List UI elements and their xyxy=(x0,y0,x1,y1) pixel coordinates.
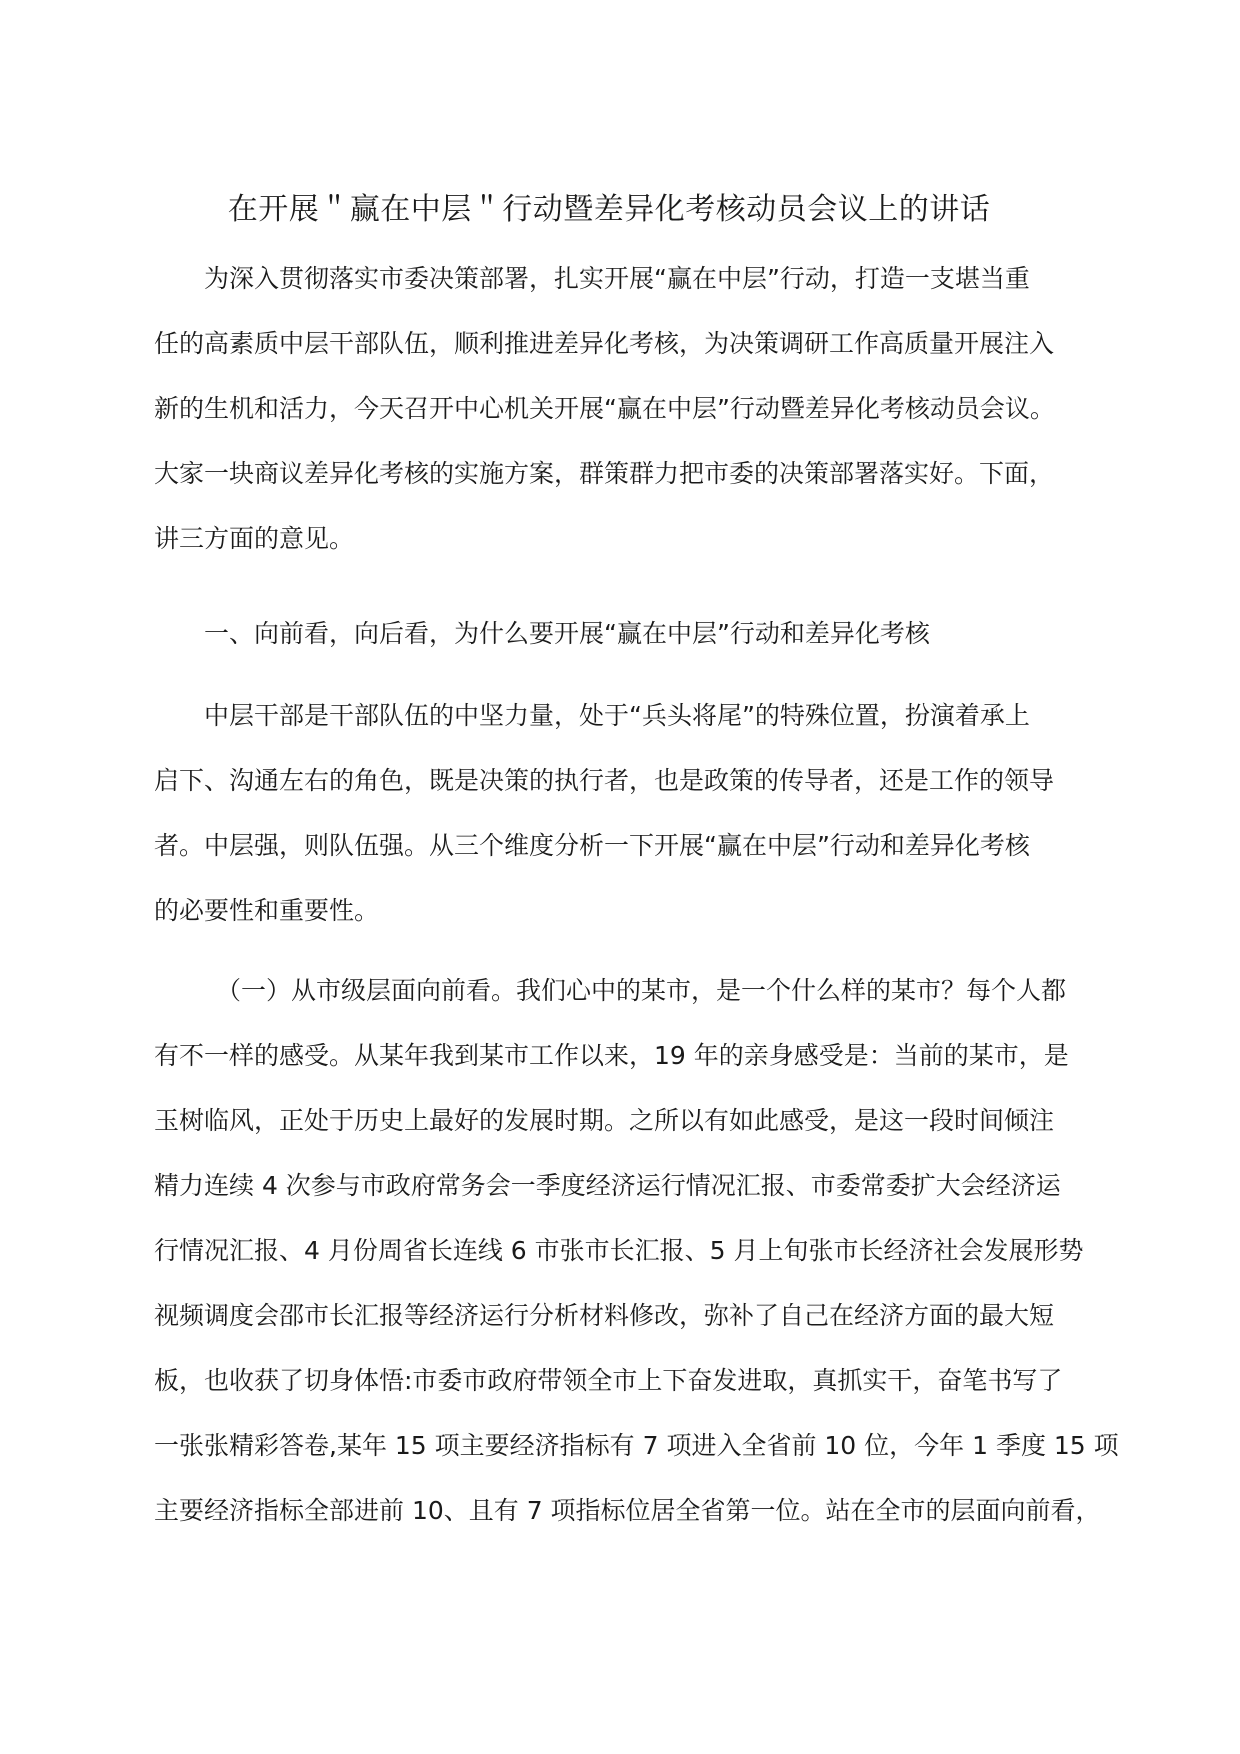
intro-paragraph xyxy=(154,246,1055,571)
text-line: 任的高素质中层干部队伍，顺利推进差异化考核，为决策调研工作高质量开展注入 xyxy=(154,329,1055,358)
heading-line: 一、向前看，向后看，为什么要开展“赢在中层”行动和差异化考核 xyxy=(204,619,930,648)
text-line: 主要经济指标全部进前 10、且有 7 项指标位居全省第一位。站在全市的层面向前看， xyxy=(154,1496,1101,1525)
text-line: 中层干部是干部队伍的中坚力量，处于“兵头将尾”的特殊位置，扮演着承上 xyxy=(204,701,1030,730)
text-line: 讲三方面的意见。 xyxy=(154,524,355,553)
body-paragraph-2 xyxy=(154,683,1054,943)
text-line: 启下、沟通左右的角色，既是决策的执行者，也是政策的传导者，还是工作的领导 xyxy=(154,766,1055,795)
text-line: 玉树临风，正处于历史上最好的发展时期。之所以有如此感受，是这一段时间倾注 xyxy=(154,1106,1055,1135)
text-line: 新的生机和活力，今天召开中心机关开展“赢在中层”行动暨差异化考核动员会议。 xyxy=(154,394,1055,423)
text-line: 行情况汇报、4 月份周省长连线 6 市张市长汇报、5 月上旬张市长经济社会发展形势 xyxy=(154,1236,1084,1265)
text-line: 大家一块商议差异化考核的实施方案，群策群力把市委的决策部署落实好。下面， xyxy=(154,459,1055,488)
text-line: 精力连续 4 次参与市政府常务会一季度经济运行情况汇报、市委常委扩大会经济运 xyxy=(154,1171,1061,1200)
section-heading-1 xyxy=(154,601,930,666)
text-line: 为深入贯彻落实市委决策部署，扎实开展“赢在中层”行动，打造一支堪当重 xyxy=(204,264,1030,293)
document-title: 在开展＂赢在中层＂行动暨差异化考核动员会议上的讲话 xyxy=(227,192,991,227)
text-line: （一）从市级层面向前看。我们心中的某市，是一个什么样的某市？每个人都 xyxy=(216,976,1067,1005)
text-line: 的必要性和重要性。 xyxy=(154,896,380,925)
text-line: 板，也收获了切身体悟:市委市政府带领全市上下奋发进取，真抓实干，奋笔书写了 xyxy=(154,1366,1063,1395)
text-line: 者。中层强，则队伍强。从三个维度分析一下开展“赢在中层”行动和差异化考核 xyxy=(154,831,1030,860)
body-paragraph-3 xyxy=(154,958,1119,1543)
text-line: 一张张精彩答卷,某年 15 项主要经济指标有 7 项进入全省前 10 位，今年 1 季度 15 项 xyxy=(154,1431,1119,1460)
text-line: 视频调度会邵市长汇报等经济运行分析材料修改，弥补了自己在经济方面的最大短 xyxy=(154,1301,1055,1330)
text-line: 有不一样的感受。从某年我到某市工作以来，19 年的亲身感受是：当前的某市，是 xyxy=(154,1041,1069,1070)
